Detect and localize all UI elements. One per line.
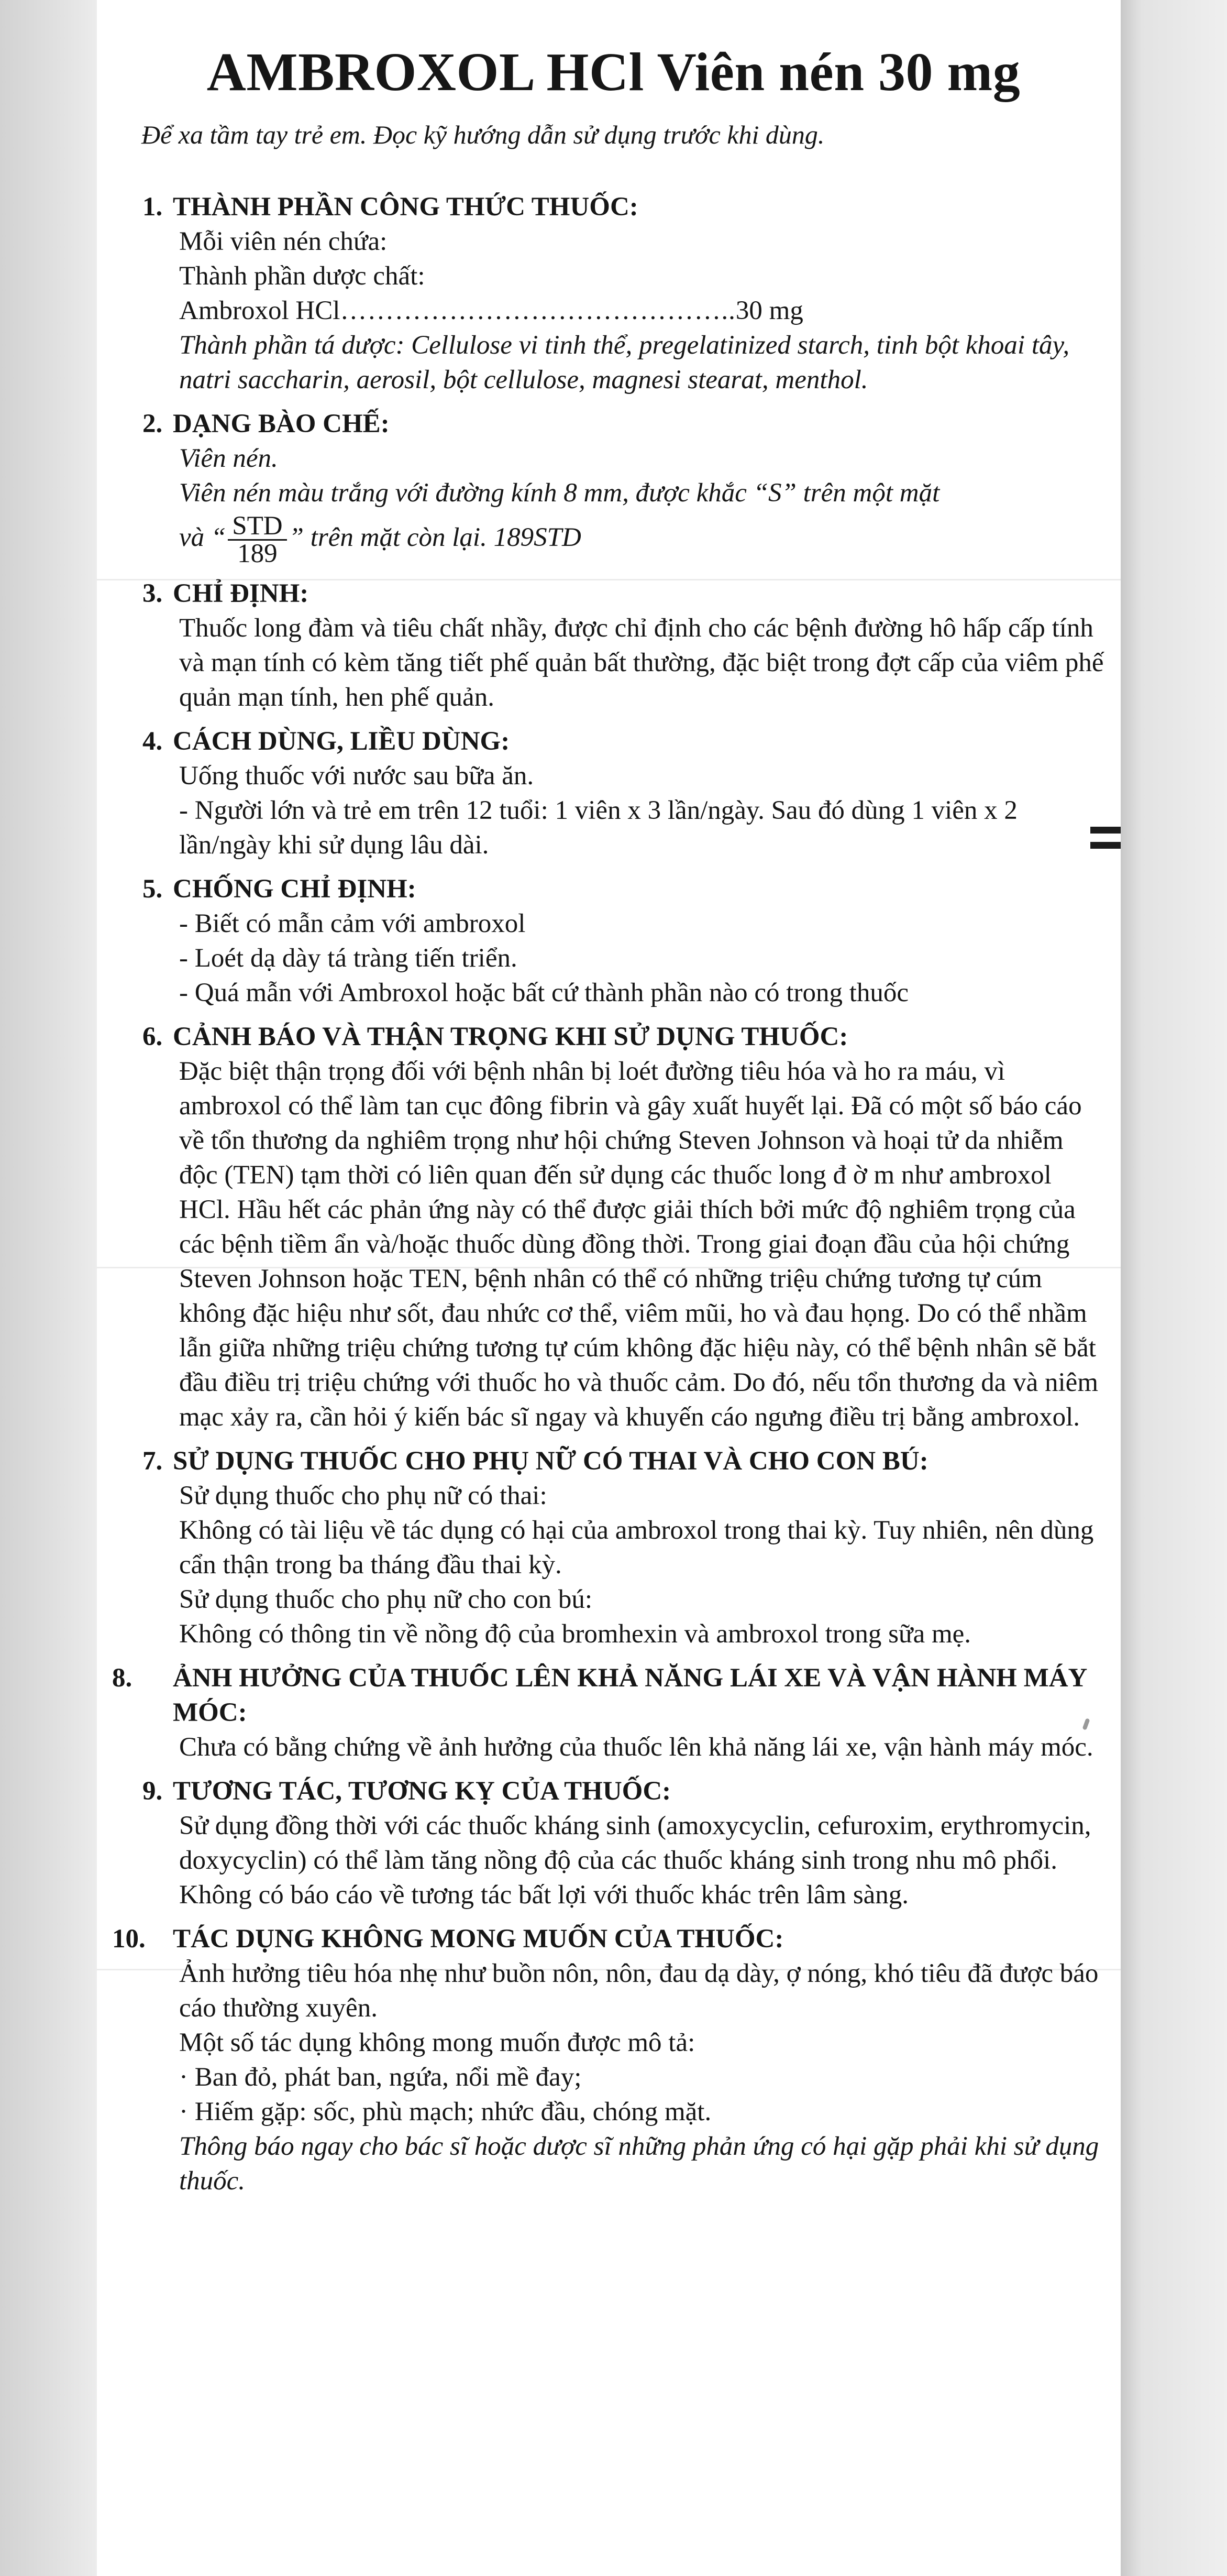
section-heading: 3. CHỈ ĐỊNH: [142, 578, 309, 608]
dosage-instruction: Uống thuốc với nước sau bữa ăn. [179, 761, 534, 791]
section-dosage-form [142, 407, 1106, 567]
active-ingredient-label: Thành phần dược chất: [179, 261, 425, 291]
pregnancy-label: Sử dụng thuốc cho phụ nữ có thai: [179, 1481, 547, 1510]
section-heading: 9. TƯƠNG TÁC, TƯƠNG KỴ CỦA THUỐC: [142, 1776, 671, 1806]
leaflet-content [112, 190, 1106, 2208]
section-heading: 10. TÁC DỤNG KHÔNG MONG MUỐN CỦA THUỐC: [112, 1924, 784, 1954]
composition-per-tablet: Mỗi viên nén chứa: [179, 227, 388, 256]
section-heading: 6. CẢNH BÁO VÀ THẬN TRỌNG KHI SỬ DỤNG THUỐC: [142, 1022, 848, 1051]
pregnancy-text: Không có tài liệu về tác dụng có hại của ambroxol trong thai kỳ. Tuy nhiên, nên dùng cẩn thận trong ba tháng đầu thai kỳ. [179, 1515, 1094, 1580]
lactation-text: Không có thông tin về nồng độ của bromhexin và ambroxol trong sữa mẹ. [179, 1619, 971, 1649]
section-heading: 2. DẠNG BÀO CHẾ: [142, 409, 390, 439]
driving-text: Chưa có bằng chứng về ảnh hưởng của thuốc lên khả năng lái xe, vận hành máy móc. [179, 1732, 1093, 1762]
indications-text: Thuốc long đàm và tiêu chất nhầy, được chỉ định cho các bệnh đường hô hấp cấp tính và mạn tính có kèm tăng tiết phế quản bất thường, đặc biệt trong đợt cấp của viêm phế quản mạn tính, hen phế quản. [179, 613, 1104, 712]
page-title: AMBROXOL HCl Viên nén 30 mg [206, 42, 1021, 102]
list-item: - Quá mẫn với Ambroxol hoặc bất cứ thành phần nào có trong thuốc [179, 978, 909, 1007]
interactions-note: Không có báo cáo về tương tác bất lợi với thuốc khác trên lâm sàng. [179, 1880, 909, 1910]
section-composition [142, 190, 1106, 397]
section-driving [112, 1661, 1106, 1764]
lactation-label: Sử dụng thuốc cho phụ nữ cho con bú: [179, 1584, 593, 1614]
section-warnings [142, 1020, 1106, 1434]
section-heading: 7. SỬ DỤNG THUỐC CHO PHỤ NỮ CÓ THAI VÀ CHO CON BÚ: [142, 1446, 928, 1476]
section-pregnancy [142, 1444, 1106, 1651]
dosage-form-text: Viên nén. [179, 444, 278, 473]
excipients-text: Thành phần tá dược: Cellulose vi tinh thể, pregelatinized starch, tinh bột khoai tây, natri saccharin, aerosil, bột cellulose, magnesi stearat, menthol. [179, 331, 1070, 394]
section-heading: 8. ẢNH HƯỞNG CỦA THUỐC LÊN KHẢ NĂNG LÁI XE VÀ VẬN HÀNH MÁY MÓC: [112, 1663, 1087, 1727]
list-item: · Ban đỏ, phát ban, ngứa, nổi mề đay; [179, 2062, 582, 2092]
side-effects-label: Một số tác dụng không mong muốn được mô tả: [179, 2027, 695, 2057]
section-heading: 1. THÀNH PHẦN CÔNG THỨC THUỐC: [142, 192, 638, 222]
section-indications [142, 576, 1106, 715]
list-item: · Hiếm gặp: sốc, phù mạch; nhức đầu, chóng mặt. [179, 2097, 712, 2126]
section-contraindications [142, 872, 1106, 1010]
section-heading: 4. CÁCH DÙNG, LIỀU DÙNG: [142, 726, 510, 756]
section-heading: 5. CHỐNG CHỈ ĐỊNH: [142, 874, 416, 904]
dosage-adult: - Người lớn và trẻ em trên 12 tuổi: 1 viên x 3 lần/ngày. Sau đó dùng 1 viên x 2 lần/ngày khi sử dụng lâu dài. [179, 795, 1018, 860]
scan-left-edge [0, 0, 97, 2576]
scan-right-edge [1121, 0, 1227, 2576]
interactions-text: Sử dụng đồng thời với các thuốc kháng sinh (amoxycyclin, cefuroxim, erythromycin, doxycyclin) có thể làm tăng nồng độ của các thuốc kháng sinh trong nhu mô phổi. [179, 1811, 1091, 1875]
side-effects-text: Ảnh hưởng tiêu hóa nhẹ như buồn nôn, nôn, đau dạ dày, ợ nóng, khó tiêu đã được báo cáo thường xuyên. [179, 1958, 1099, 2023]
engraving-fraction: $\frac{\text{STD}}{189}$ [228, 513, 286, 567]
active-ingredient-line: Ambroxol HCl……………………………………..30 mg [179, 296, 803, 325]
section-interactions [142, 1774, 1106, 1912]
tablet-description: Viên nén màu trắng với đường kính 8 mm, được khắc “S” trên một mặt [179, 478, 940, 508]
list-item: - Loét dạ dày tá tràng tiến triển. [179, 943, 517, 973]
warnings-text: Đặc biệt thận trọng đối với bệnh nhân bị loét đường tiêu hóa và ho ra máu, vì ambroxol có thể làm tan cục đông fibrin và gây xuất huyết lại. Đã có một số báo cáo về tổn thương da nghiêm trọng như hội chứng Steven Johnson và hoại tử da nhiễm độc (TEN) tạm thời có liên quan đến sử dụng các thuốc long đ ờ m như ambroxol HCl. Hầu hết các phản ứng này có thể được giải thích bởi mức độ nghiêm trọng của các bệnh tiềm ẩn và/hoặc thuốc dùng đồng thời. Trong giai đoạn đầu của hội chứng Steven Johnson hoặc TEN, bệnh nhân có thể có những triệu chứng tương tự cúm không đặc hiệu như sốt, đau nhức cơ thể, viêm mũi, ho và đau họng. Do có thể nhầm lẫn giữa những triệu chứng tương tự cúm không đặc hiệu này, có thể bệnh nhân sẽ bắt đầu điều trị triệu chứng với thuốc ho và thuốc cảm. Do đó, nếu tổn thương da và niêm mạc xảy ra, cần hỏi ý kiến bác sĩ ngay và khuyến cáo ngưng điều trị bằng ambroxol. [179, 1056, 1098, 1432]
section-side-effects [112, 1922, 1106, 2198]
list-item: - Biết có mẫn cảm với ambroxol [179, 908, 526, 938]
section-dosage [142, 724, 1106, 862]
warning-subtitle: Để xa tầm tay trẻ em. Đọc kỹ hướng dẫn sử dụng trước khi dùng. [141, 120, 825, 149]
tablet-engraving-line: và “ $\frac{\text{STD}}{189}$ ” trên mặt còn lại. 189STD [179, 511, 581, 568]
report-note: Thông báo ngay cho bác sĩ hoặc dược sĩ những phản ứng có hại gặp phải khi sử dụng thuốc. [179, 2131, 1099, 2196]
